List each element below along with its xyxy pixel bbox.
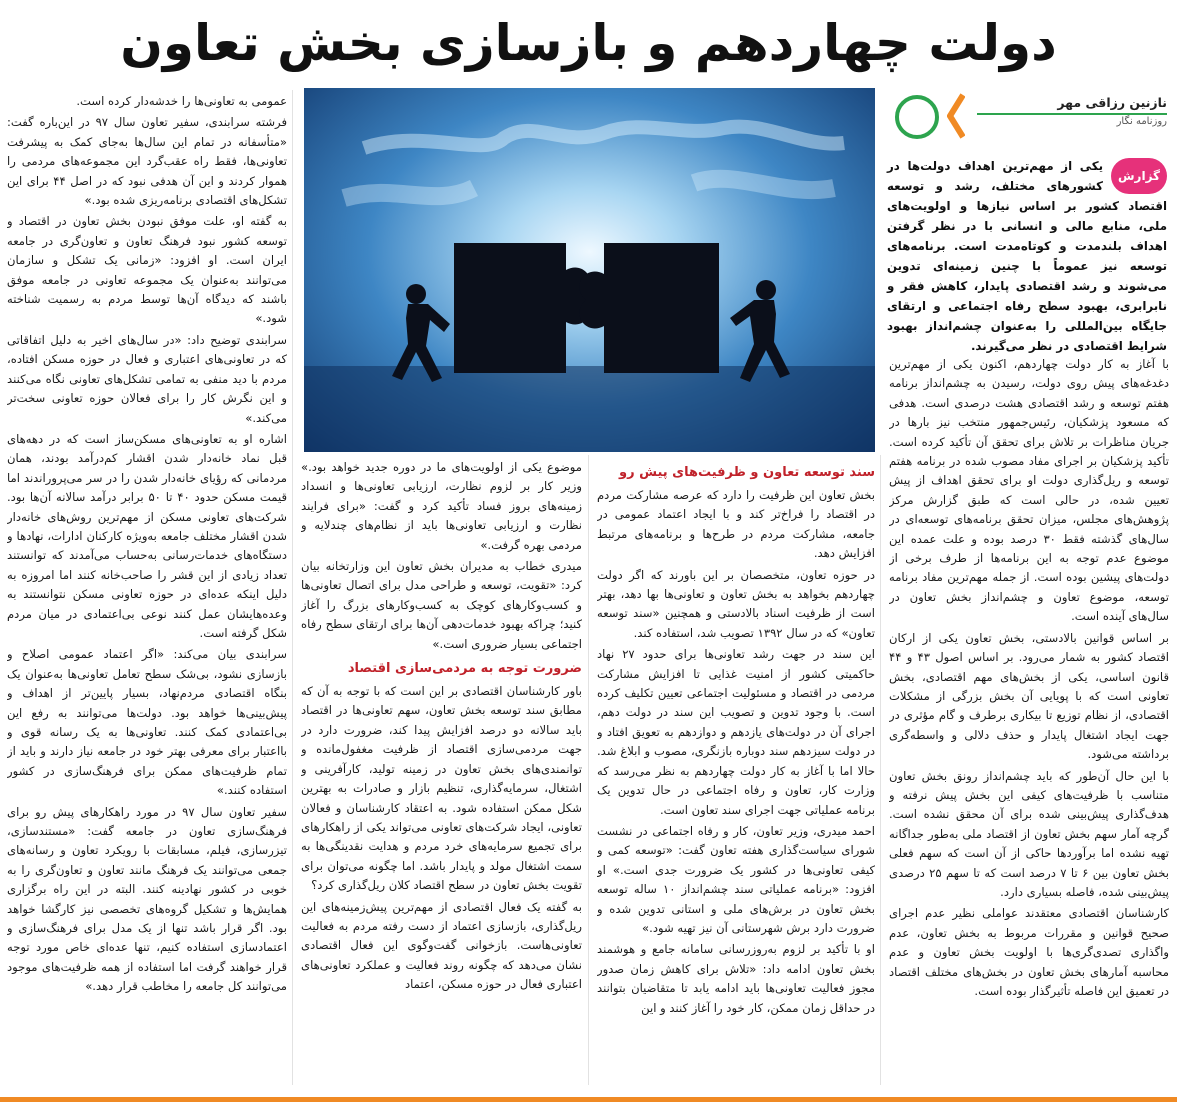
lead-paragraph: یکی از مهم‌ترین اهداف دولت‌ها در کشورهای مختلف، رشد و توسعه اقتصاد کشور بر اساس نیازها و اولویت‌های ملی، منابع مالی و انسانی با در نظر گرفتن اهداف بلندمدت و کوتاه‌مدت است. برنامه‌های توسعه نیز عموماً با چنین زمینه‌ای تدوین می‌شوند و رشد اقتصادی پایدار، کاهش فقر و نابرابری، بهبود سطح رفاه اجتماعی و ارتقای جایگاه بین‌المللی را به‌عنوان چشم‌انداز بهبود شرایط اقتصادی در نظر می‌گیرند. xyxy=(887,159,1167,353)
chevron-left-icon xyxy=(947,92,965,140)
column-divider xyxy=(292,90,293,1085)
paragraph: سرابندی بیان می‌کند: «اگر اعتماد عمومی اصلاح و بازسازی نشود، بی‌شک سطح تعامل تعاونی‌ها به‌عنوان یک بنگاه اقتصادی مردم‌نهاد، بسیار پایین‌تر از اهداف و پیش‌بینی‌ها خواهد بود. دولت‌ها می‌توانند به رفع این بی‌اعتمادی کمک کنند. تعاونی‌ها به یک رسانه قوی و بااعتبار برای معرفی بهتر خود در جامعه نیاز دارند و باید از تمام ظرفیت‌های ممکن برای فرهنگ‌سازی در کشور استفاده کنند.» xyxy=(7,647,287,798)
paragraph: به گفته او، علت موفق نبودن بخش تعاون در اقتصاد و توسعه کشور نبود فرهنگ تعاون و تعاون‌گری در جامعه ایران است. او افزود: «زمانی یک تشکل و سازمان می‌توانند به‌عنوان یک مجموعه تعاونی در جامعه موفق باشند که دیدگاه آن‌ها توسط مردم به رسمیت شناخته شود.» xyxy=(7,214,287,326)
article-column-4 xyxy=(7,92,287,1084)
paragraph: او با تأکید بر لزوم به‌روزرسانی سامانه جامع و هوشمند بخش تعاون ادامه داد: «تلاش برای کاهش زمان صدور مجوز فعالیت تعاونی‌ها باید ادامه یابد تا متقاضیان بتوانند در حداقل زمان ممکن، کار خود را آغاز کنند و این xyxy=(597,942,875,1015)
paragraph: عمومی به تعاونی‌ها را خدشه‌دار کرده است. xyxy=(76,94,287,108)
paragraph: موضوع یکی از اولویت‌های ما در دوره جدید خواهد بود.» وزیر کار بر لزوم نظارت، ارزیابی تعاونی‌ها و انسداد زمینه‌های بروز فساد تأکید کرد و گفت: «برای فرایند نظارت و ارزیابی تعاونی‌ها باید از نظام‌های چندلایه و مردمی بهره گرفت.» xyxy=(301,460,582,552)
footer-accent-line xyxy=(0,1097,1177,1102)
paragraph: با آغاز به کار دولت چهاردهم، اکنون یکی از مهم‌ترین دغدغه‌های پیش روی دولت، رسیدن به چشم‌انداز برنامه هفتم توسعه و رشد اقتصادی هشت درصدی است. هدفی که مسعود پزشکیان، رئیس‌جمهور منتخب نیز بارها در جریان مناظرات بر تلاش برای تحقق آن تأکید کرده است. تأکید پزشکیان بر اجرای مفاد مصوب شده در برنامه هفتم توسعه و ریل‌گذاری دولت او برای تحقق اهداف از پیش تعیین شده، در حالی است که طبق گزارش مرکز پژوهش‌های مجلس، میزان تحقق برنامه‌های توسعه‌ای در سال‌های گذشته فقط ۳۰ درصد بوده و علت عمده این موضوع عدم توجه به این برنامه‌ها از طرف برخی از دولت‌های پیشین بوده است. از جمله مهم‌ترین مفاد برنامه توسعه، موضوع تعاون و چشم‌انداز بخش تعاون در سال‌های آینده است. xyxy=(889,357,1169,624)
author-divider xyxy=(977,113,1167,115)
article-photo-puzzle xyxy=(304,88,875,452)
page-headline: دولت چهاردهم و بازسازی بخش تعاون xyxy=(120,14,1057,72)
report-badge: گزارش xyxy=(1111,158,1167,194)
paragraph: با این حال آن‌طور که باید چشم‌انداز رونق بخش تعاون متناسب با ظرفیت‌های کیفی این بخش پیش نرفته و هدف‌گذاری پیش‌بینی شده برای آن محقق نشده است. گرچه آمار سهم بخش تعاون از اقتصاد ملی به‌طور جداگانه تهیه نشده اما برآوردها حاکی از آن است که سهم فعلی بخش تعاون بین ۶ تا ۷ درصد است که تا سهم ۲۵ درصدی پیش‌بینی شده، فاصله بسیاری دارد. xyxy=(889,768,1169,899)
author-box xyxy=(887,87,1167,147)
article-column-1 xyxy=(889,355,1169,1085)
paragraph: کارشناسان اقتصادی معتقدند عواملی نظیر عدم اجرای صحیح قوانین و مقررات مربوط به بخش تعاون، عدم واگذاری تصدی‌گری‌ها با اولویت بخش تعاون و عدم محاسبه آمارهای بخش تعاون در بخش‌های مختلف اقتصاد در تعمیق این فاصله تأثیرگذار بوده است. xyxy=(889,906,1169,998)
section-heading: ضرورت توجه به مردمی‌سازی اقتصاد xyxy=(347,661,582,677)
paragraph: سرابندی توضیح داد: «در سال‌های اخیر به دلیل اتفاقاتی که در تعاونی‌های اعتباری و فعال در حوزه مسکن افتاده، مردم با دید منفی به تمامی تشکل‌های تعاونی نگاه می‌کنند و این نگرش کار را برای فعالان حوزه تعاونی سخت‌تر می‌کند.» xyxy=(7,332,287,425)
paragraph: احمد میدری، وزیر تعاون، کار و رفاه اجتماعی در نشست شورای سیاست‌گذاری هفته تعاون گفت: «توسعه کمی و کیفی تعاونی‌ها در کشور یک ضرورت جدی است.» او افزود: «برنامه عملیاتی سند چشم‌انداز ۱۰ ساله توسعه بخش تعاون در برش‌های ملی و استانی تدوین شده و ضرورت دارد برش شهرستانی آن نیز تهیه شود.» xyxy=(597,823,875,935)
section-heading: سند توسعه تعاون و ظرفیت‌های پیش رو xyxy=(618,465,875,480)
author-name: نازنین رزاقی مهر xyxy=(1057,95,1167,110)
author-role: روزنامه نگار xyxy=(1116,116,1167,127)
article-column-3 xyxy=(301,458,582,1086)
column-divider xyxy=(880,455,881,1085)
author-avatar-circle xyxy=(895,95,939,139)
paragraph: فرشته سرابندی، سفیر تعاون سال ۹۷ در این‌باره گفت: «متأسفانه در تمام این سال‌ها به‌جای کمک به پیشرفت تعاونی‌ها، فقط راه عقب‌گرد این مجموعه‌های مردمی را هموار کردند و این آن هدفی نبود که در اصل ۴۴ برای این تشکل‌های اقتصادی برنامه‌ریزی شده بود.» xyxy=(7,115,287,208)
column-divider xyxy=(588,455,589,1085)
paragraph: میدری خطاب به مدیران بخش تعاون این وزارتخانه بیان کرد: «تقویت، توسعه و طراحی مدل برای اتصال تعاونی‌ها و کسب‌وکارهای کوچک به کسب‌وکارهای بزرگ را آغاز کنید؛ چراکه بهبود خدمات‌دهی آن‌ها برای ارتقای سطح رفاه اجتماعی بسیار ضروری است.» xyxy=(301,559,582,651)
paragraph: بخش تعاون این ظرفیت را دارد که عرصه مشارکت مردم در اقتصاد را فراخ‌تر کند و با ایجاد اعتماد عمومی در جامعه، مشارکت مردم در طرح‌ها و برنامه‌های مرتبط افزایش دهد. xyxy=(597,488,875,561)
paragraph: به گفته یک فعال اقتصادی از مهم‌ترین پیش‌زمینه‌های این ریل‌گذاری، بازسازی اعتماد از دست رفته مردم به فعالیت تعاونی‌هاست. بازخوانی گفت‌وگوی این فعال اقتصادی نشان می‌دهد که چگونه روند فعالیت و عملکرد تعاونی‌های اعتباری فعال در حوزه مسکن، اعتماد xyxy=(301,899,582,992)
paragraph: بر اساس قوانین بالادستی، بخش تعاون یکی از ارکان اقتصاد کشور به شمار می‌رود. بر اساس اصول ۴۳ و ۴۴ قانون اساسی، یکی از بخش‌های مهم اقتصادی، بخش تعاونی است که با پویایی آن بخش بزرگی از مشکلات اقتصادی، از نظام توزیع تا بیکاری برطرف و گام مؤثری در جهت ایجاد اشتغال پایدار و حذف دلالی و واسطه‌گری برداشته می‌شود. xyxy=(889,630,1169,762)
article-column-2 xyxy=(597,458,875,1086)
paragraph: باور کارشناسان اقتصادی بر این است که با توجه به آن که مطابق سند توسعه بخش تعاون، سهم تعاونی‌ها در اقتصاد باید سالانه دو درصد افزایش پیدا کند، ضرورت دارد در جهت مردمی‌سازی اقتصاد از ظرفیت مغفول‌مانده و توانمندی‌های بخش تعاون در زمینه تولید، کارآفرینی و اشتغال، سرمایه‌گذاری، تنظیم بازار و صادرات به بهترین شکل ممکن استفاده شود. به اعتقاد کارشناسان و فعالان تعاونی، ایجاد شرکت‌های تعاونی می‌تواند یکی از راهکارهای برای تجمیع سرمایه‌های خرد مردم و هدایت نقدینگی‌ها به سمت اشتغال مولد و پایدار باشد. اما چگونه می‌توان برای تقویت بخش تعاون در سطح اقتصاد کلان ریل‌گذاری کرد؟ xyxy=(301,684,582,893)
paragraph: این سند در جهت رشد تعاونی‌ها برای حدود ۲۷ نهاد حاکمیتی کشور از امنیت غذایی تا افزایش مشارکت مردمی در اقتصاد و مسئولیت اجتماعی تعیین تکلیف کرده است. با وجود تدوین و تصویب این سند در دولت دهم، اجرای آن در دولت‌های یازدهم و دوازدهم به تعویق افتاد و در دولت سیزدهم سند دوباره بازنگری، مصوب و ابلاغ شد. حالا اما با آغاز به کار دولت چهاردهم به نظر می‌رسد که وزارت کار، تعاون و رفاه اجتماعی در حال تدوین یک برنامه عملیاتی جهت اجرای سند تعاون است. xyxy=(597,647,875,817)
paragraph: در حوزه تعاون، متخصصان بر این باورند که اگر دولت چهاردهم بخواهد به بخش تعاون و تعاونی‌ها بها دهد، بهتر است از ظرفیت اسناد بالادستی و همچنین «سند توسعه تعاون» که در سال ۱۳۹۲ تصویب شد، استفاده کند. xyxy=(597,567,875,640)
paragraph: اشاره او به تعاونی‌های مسکن‌ساز است که در دهه‌های قبل نماد خانه‌دار شدن اقشار کم‌درآمد بودند، همان مردمانی که رؤیای خانه‌دار شدن را در سر می‌پروراندند اما قیمت مسکن حدود ۴۰ تا ۵۰ برابر درآمد سالانه آن‌ها بود. شرکت‌های تعاونی مسکن از مهم‌ترین روش‌های خانه‌دار شدن اقشار مختلف جامعه به‌ویژه کارکنان ادارات، نهادها و دستگاه‌های خدمات‌رسانی به‌حساب می‌آمدند که توانستند تعداد زیادی از این قشر را صاحب‌خانه کنند اما امروزه به دلیل اینکه عده‌ای در حوزه تعاونی مسکن نتوانستند به وعده‌هایشان عمل کنند نوعی بی‌اعتمادی در میان مردم شکل گرفته است. xyxy=(7,431,287,640)
puzzle-illustration xyxy=(304,88,875,452)
paragraph: سفیر تعاون سال ۹۷ در مورد راهکارهای پیش رو برای فرهنگ‌سازی تعاون در جامعه گفت: «مستندسازی، تیزرسازی، فیلم، مسابقات با رویکرد تعاون و رسانه‌های جمعی می‌توانند یک فرهنگ مانند تعاون و تعاون‌گری را به خوبی در کشور نهادینه کنند. البته در این راه برگزاری همایش‌ها و تشکیل گروه‌های تخصصی نیز کارگشا خواهد بود. اگر قرار باشد تنها از یک مدل برای فرهنگ‌سازی و اعتمادسازی استفاده کنیم، تنها عده‌ای خاص مورد توجه قرار خواهند گرفت اما استفاده از همه ظرفیت‌های موجود می‌توانند کل جامعه را مخاطب قرار دهد.» xyxy=(7,804,287,994)
